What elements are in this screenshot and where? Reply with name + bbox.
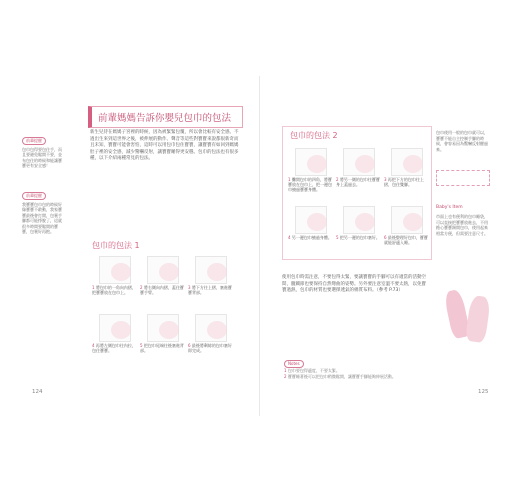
note-item-2: 寶寶睡著後可以把包巾稍微鬆開，讓寶寶手腳能夠伸展活動。 <box>287 374 396 379</box>
method-2-note-paragraph: 使用包巾時需注意，不要包得太緊，要讓寶寶的手腳可以有適當的活動空間，髖關節也要保持自然彎曲的姿勢。另外要注意室溫不要太熱，以免寶寶過熱，包巾的材質也要選擇透氣的棉質布料。（參考 P.73） <box>282 275 426 293</box>
margin-tip-1-text: 包巾包得要包住手，而且要避免鬆開不要，並布包住的時候和能讓寶寶更有安全感！ <box>22 146 62 168</box>
method-2-step-5: 5 把另一邊的包巾塞好。 <box>336 204 380 244</box>
section-title: 前輩媽媽告訴你嬰兒包巾的包法 <box>98 113 232 124</box>
step-illustration <box>99 314 131 342</box>
step-illustration <box>195 256 227 284</box>
side-note-dashed-box <box>436 170 490 186</box>
note-item-1: 包巾要包得適度，不要太緊。 <box>287 368 340 373</box>
step-illustration <box>147 256 179 284</box>
method-2-step-1: 1 攤開包巾的四角，將寶寶放在包巾上，把一邊包巾繞過寶寶身體。 <box>288 146 332 186</box>
margin-tip-2-text: 我寶寶包巾包的時候好像寶寶不敢動，我家寶寶最後會打開，包裹手腳都可能掙脫了，這就很多時間要鬆開的寶寶，包裹好再抱。 <box>22 201 62 234</box>
method-1-step-6: 6 最後將剩餘的包巾塞好即完成。 <box>188 312 232 352</box>
section-title-box <box>88 106 243 128</box>
step-illustration <box>147 314 179 342</box>
method-2-step-4: 4 另一邊包巾繞過身體。 <box>288 204 332 244</box>
intro-paragraph: 新生兒待在媽媽子宮裡的時候，因為被緊緊包覆，所以會比較有安全感。不過出生來到這世界之後，被伸展的動作、聲音等這些對寶寶來說都很新奇而且未知，寶寶可能會害怕，這時可以用包巾包住寶寶，讓寶寶有如回到媽媽肚子裡的安全感，減少驚嚇反射，讓寶寶睡得更安穩。包巾的包法也有很多種，以下介紹兩種常見的包法。 <box>90 130 239 161</box>
method-2-label: 包巾的包法 2 <box>290 131 338 140</box>
step-illustration <box>391 148 423 176</box>
margin-tip-2 <box>22 192 62 235</box>
book-gutter <box>259 76 260 416</box>
method-1-label: 包巾的包法 1 <box>92 241 140 250</box>
margin-tip-1 <box>22 137 62 169</box>
notes-badge: Notes <box>284 360 304 368</box>
method-2-step-2: 2 將另一側的包巾往寶寶身上蓋過去。 <box>336 146 380 186</box>
step-illustration <box>343 148 375 176</box>
method-1-step-2: 2 將右側向內摺，蓋住寶寶手臂。 <box>140 254 184 294</box>
side-note-2-label: Baby's Item <box>436 205 463 210</box>
method-2-step-6: 6 最後整理好包巾，寶寶就能舒適入睡。 <box>384 204 428 244</box>
method-1-step-4: 4 再將左側包巾往內拉，包住寶寶。 <box>92 312 136 352</box>
step-illustration <box>295 206 327 234</box>
step-illustration <box>99 256 131 284</box>
step-illustration <box>343 206 375 234</box>
step-illustration <box>295 148 327 176</box>
method-1-step-5: 5 把包巾尾端往後塞進背部。 <box>140 312 184 352</box>
page-number-left: 124 <box>32 389 43 395</box>
method-1-step-1: 1 將包巾的一角向內摺，把寶寶放在包巾上。 <box>92 254 136 294</box>
step-illustration <box>195 314 227 342</box>
side-note-1: 包巾使用一般的包巾就可以，寶寶不能自主控制手腳的時候，會容易因為驚嚇反射醒過來。 <box>436 130 488 152</box>
notes-block: Notes 1 包巾要包得適度，不要太緊。 2 寶寶睡著後可以把包巾稍微鬆開，讓寶寶手腳能夠伸展活動。 <box>284 361 396 379</box>
margin-tip-2-badge: 前輩提醒 <box>22 192 62 200</box>
method-1-step-3: 3 將下方往上摺，塞進寶寶背部。 <box>188 254 232 294</box>
side-note-2: 市面上也有便利的包巾睡袋，可以直接把寶寶放進去，不用擔心寶寶踢開包巾，使用起來相當方便，但需要注意尺寸。 <box>436 214 488 236</box>
page-number-right: 125 <box>478 389 489 395</box>
margin-tip-1-badge: 前輩提醒 <box>22 137 62 145</box>
method-2-step-3: 3 再把下方的包巾往上摺，包住雙腳。 <box>384 146 428 186</box>
step-illustration <box>391 206 423 234</box>
